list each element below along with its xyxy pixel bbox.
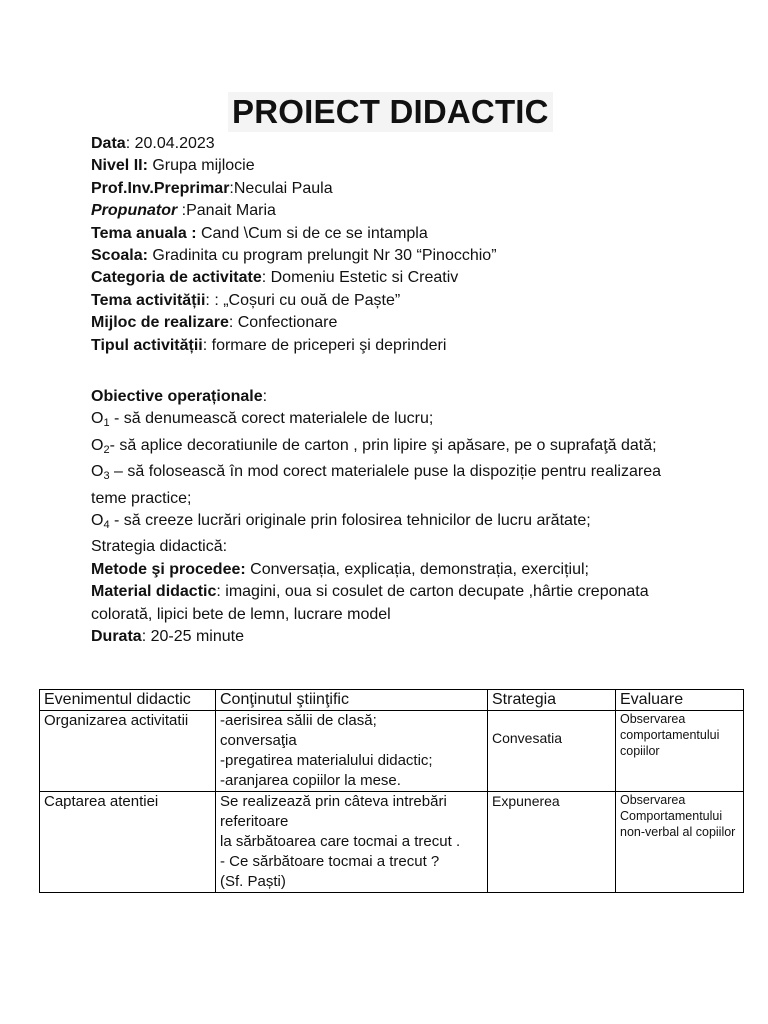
field-value: Cand \Cum si de ce se intampla bbox=[200, 224, 428, 242]
field-data bbox=[91, 133, 731, 155]
table-header-row bbox=[40, 690, 744, 711]
objective-index: 3 bbox=[103, 470, 110, 483]
objective-letter: O bbox=[91, 463, 104, 481]
field-value: imagini, oua si cosulet de carton decupate ,hârtie creponata colorată, lipici bete de lemn, lucrare model bbox=[91, 583, 649, 623]
strategy-text: Convesatia bbox=[492, 730, 563, 746]
field-label: Categoria de activitate bbox=[91, 269, 262, 287]
cell-event: Organizarea activitatii bbox=[40, 711, 216, 792]
cell-strategy: Expunerea bbox=[488, 792, 616, 893]
content-line: -aerisirea sălii de clasă; bbox=[220, 712, 377, 729]
field-label: Data bbox=[91, 135, 126, 152]
strategy-line: Strategia didactică: bbox=[91, 538, 228, 556]
table-row bbox=[40, 792, 744, 893]
cell-event: Captarea atentiei bbox=[40, 792, 216, 893]
objectives-heading-label: Obiective operaționale bbox=[91, 388, 263, 405]
field-value: formare de priceperi şi deprinderi bbox=[211, 336, 447, 354]
field-sep: : bbox=[229, 179, 234, 197]
objective-4 bbox=[91, 510, 691, 536]
cell-strategy bbox=[488, 711, 616, 792]
field-label: Scoala: bbox=[91, 247, 148, 265]
field-label: Prof.Inv.Preprimar bbox=[91, 179, 230, 197]
field-label: Tema anuala : bbox=[91, 224, 197, 242]
objective-index: 2 bbox=[103, 443, 110, 456]
field-nivel bbox=[91, 155, 731, 177]
field-value: Panait Maria bbox=[186, 202, 276, 220]
field-sep: : bbox=[125, 135, 135, 152]
field-mijloc bbox=[91, 312, 731, 334]
field-label: Tema activității bbox=[91, 291, 206, 309]
info-block bbox=[91, 133, 731, 357]
cell-content bbox=[216, 792, 488, 893]
field-sep: : bbox=[228, 314, 238, 332]
field-categoria bbox=[91, 267, 731, 289]
header-strategy: Strategia bbox=[488, 690, 616, 711]
objective-2 bbox=[91, 435, 691, 461]
duration-line bbox=[91, 626, 691, 648]
field-tema-activitatii bbox=[91, 290, 731, 312]
field-label: Tipul activității bbox=[91, 336, 203, 354]
field-value: 20.04.2023 bbox=[134, 135, 215, 152]
field-value: Conversația, explicația, demonstrația, exercițiul; bbox=[250, 560, 589, 578]
field-sep: : bbox=[177, 202, 187, 220]
methods-line bbox=[91, 559, 691, 581]
objective-text: - să creeze lucrări originale prin folosirea tehnicilor de lucru arătate; bbox=[109, 512, 591, 530]
field-sep: : bbox=[205, 291, 215, 309]
activity-table bbox=[39, 689, 744, 893]
content-line: -aranjarea copiilor la mese. bbox=[220, 772, 401, 789]
content-line: - Ce sărbătoare tocmai a trecut ? bbox=[220, 853, 440, 870]
field-tema-anuala bbox=[91, 223, 731, 245]
objective-letter: O bbox=[91, 410, 104, 428]
content-line: la sărbătoarea care tocmai a trecut . bbox=[220, 833, 461, 850]
objectives-heading bbox=[91, 386, 691, 408]
objective-text: – să folosească în mod corect materialele puse la dispoziție pentru realizarea teme practice; bbox=[91, 463, 661, 507]
objective-index: 4 bbox=[103, 519, 110, 532]
field-sep: : bbox=[141, 628, 151, 646]
field-prof bbox=[91, 178, 731, 200]
material-line bbox=[91, 581, 691, 626]
content-line: -pregatirea materialului didactic; bbox=[220, 752, 433, 769]
field-label: Mijloc de realizare bbox=[91, 314, 229, 332]
field-sep: : bbox=[262, 388, 268, 405]
field-sep: : bbox=[202, 336, 212, 354]
field-label: Material didactic bbox=[91, 583, 217, 601]
field-tipul bbox=[91, 335, 731, 357]
field-value: Grupa mijlocie bbox=[152, 157, 255, 175]
cell-content bbox=[216, 711, 488, 792]
header-content: Conţinutul ştiinţific bbox=[216, 690, 488, 711]
content-line: conversaţia bbox=[220, 732, 297, 749]
header-evaluation: Evaluare bbox=[616, 690, 744, 711]
document-title: PROIECT DIDACTIC bbox=[228, 92, 553, 132]
objectives-block bbox=[91, 386, 691, 648]
field-value: Neculai Paula bbox=[233, 179, 333, 197]
objective-3 bbox=[91, 461, 691, 510]
content-line: Se realizează prin câteva intrebări referitoare bbox=[220, 793, 447, 830]
cell-evaluation: Observarea comportamentului copiilor bbox=[616, 711, 744, 792]
field-sep: : bbox=[216, 583, 226, 601]
field-label: Metode şi procedee: bbox=[91, 560, 246, 578]
content-line: (Sf. Paști) bbox=[220, 873, 286, 890]
objective-text: - să aplice decoratiunile de carton , prin lipire şi apăsare, pe o suprafaţă dată; bbox=[109, 436, 657, 454]
objective-letter: O bbox=[91, 512, 104, 530]
field-value: : „Coșuri cu ouă de Paște” bbox=[214, 291, 401, 309]
field-propunator bbox=[91, 200, 731, 222]
field-value: Confectionare bbox=[237, 314, 338, 332]
field-label: Durata bbox=[91, 628, 142, 646]
field-scoala bbox=[91, 245, 731, 267]
field-value: Gradinita cu program prelungit Nr 30 “Pinocchio” bbox=[152, 247, 497, 265]
field-value: 20-25 minute bbox=[150, 628, 244, 646]
table-row bbox=[40, 711, 744, 792]
field-label: Nivel II: bbox=[91, 157, 148, 175]
cell-evaluation: Observarea Comportamentului non-verbal al copiilor bbox=[616, 792, 744, 893]
field-label: Propunator bbox=[91, 202, 178, 220]
objective-1 bbox=[91, 408, 691, 434]
objective-letter: O bbox=[91, 436, 104, 454]
field-sep: : bbox=[261, 269, 271, 287]
field-value: Domeniu Estetic si Creativ bbox=[270, 269, 459, 287]
header-event: Evenimentul didactic bbox=[40, 690, 216, 711]
objective-index: 1 bbox=[103, 417, 110, 430]
objective-text: - să denumească corect materialele de lucru; bbox=[109, 410, 434, 428]
